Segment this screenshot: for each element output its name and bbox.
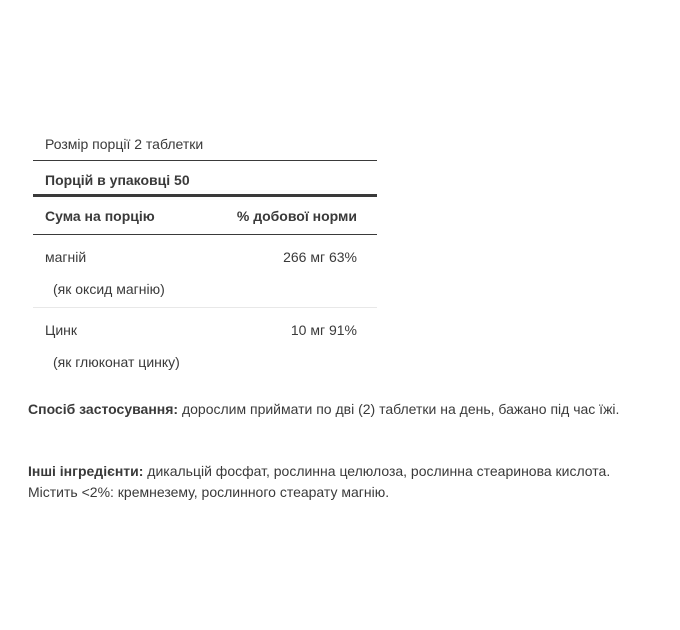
header-amount-per-serving: Сума на порцію bbox=[45, 208, 155, 224]
nutrient-name: магній bbox=[45, 249, 87, 265]
facts-header bbox=[33, 197, 377, 235]
nutrient-amount: 266 мг 63% bbox=[283, 249, 357, 265]
nutrient-row-zinc bbox=[33, 308, 377, 380]
header-daily-value: % добової норми bbox=[236, 208, 357, 224]
supplement-facts-panel bbox=[33, 126, 377, 380]
servings-per-container: Порцій в упаковці 50 bbox=[33, 161, 377, 197]
usage-text: дорослим приймати по дві (2) таблетки на день, бажано під час їжі. bbox=[178, 401, 620, 417]
ingredients-paragraph bbox=[28, 461, 648, 503]
ingredients-label: Інші інгредієнти: bbox=[28, 463, 144, 479]
nutrient-amount: 10 мг 91% bbox=[290, 322, 357, 338]
nutrient-source: (як глюконат цинку) bbox=[53, 354, 180, 370]
ingredients-text: дикальцій фосфат, рослинна целюлоза, рослинна стеаринова кислота. Містить <2%: кремнезему, рослинного стеарату магнію. bbox=[28, 463, 611, 500]
nutrient-row-magnesium bbox=[33, 235, 377, 308]
usage-label: Спосіб застосування: bbox=[28, 401, 179, 417]
nutrient-source: (як оксид магнію) bbox=[53, 281, 165, 297]
usage-paragraph bbox=[28, 399, 648, 420]
nutrient-name: Цинк bbox=[45, 322, 78, 338]
serving-size: Розмір порції 2 таблетки bbox=[33, 126, 377, 161]
